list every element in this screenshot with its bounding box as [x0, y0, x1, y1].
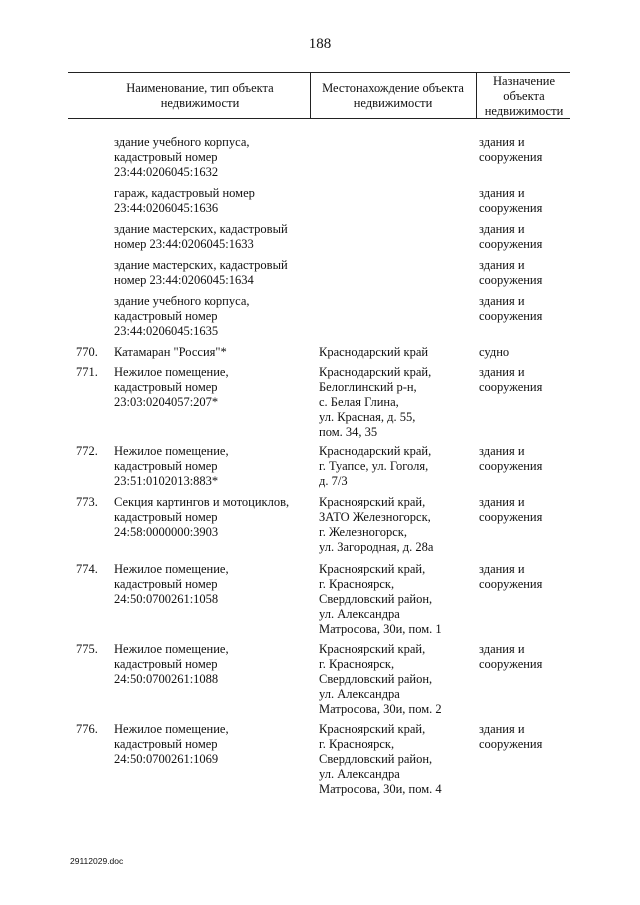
- row-name: Нежилое помещение, кадастровый номер 23:03:0204057:207*: [114, 365, 229, 409]
- row-name: здание учебного корпуса, кадастровый номер 23:44:0206045:1632: [114, 135, 250, 179]
- row-purpose: судно: [479, 345, 510, 359]
- row-name: здание мастерских, кадастровый номер 23:44:0206045:1634: [114, 258, 288, 287]
- row-number: 771.: [76, 365, 98, 379]
- row-location: Красноярский край, ЗАТО Железногорск, г. Железногорск, ул. Загородная, д. 28а: [319, 495, 434, 554]
- row-purpose: здания и сооружения: [479, 562, 543, 591]
- row-number: 776.: [76, 722, 98, 736]
- row-purpose: здания и сооружения: [479, 258, 543, 287]
- header-divider-1: [310, 72, 311, 118]
- row-purpose: здания и сооружения: [479, 186, 543, 215]
- header-top-rule: [68, 72, 570, 73]
- row-location: Красноярский край, г. Красноярск, Свердловский район, ул. Александра Матросова, 30и, пом. 2: [319, 642, 442, 716]
- header-location: Местонахождение объекта недвижимости: [322, 81, 464, 110]
- row-purpose: здания и сооружения: [479, 444, 543, 473]
- row-location: Красноярский край, г. Красноярск, Свердловский район, ул. Александра Матросова, 30и, пом. 4: [319, 722, 442, 796]
- row-name: здание мастерских, кадастровый номер 23:44:0206045:1633: [114, 222, 288, 251]
- row-purpose: здания и сооружения: [479, 135, 543, 164]
- row-purpose: здания и сооружения: [479, 365, 543, 394]
- row-number: 772.: [76, 444, 98, 458]
- page-number: 188: [308, 36, 332, 52]
- row-location: Красноярский край, г. Красноярск, Свердловский район, ул. Александра Матросова, 30и, пом. 1: [319, 562, 442, 636]
- row-number: 775.: [76, 642, 98, 656]
- row-purpose: здания и сооружения: [479, 722, 543, 751]
- row-name: Нежилое помещение, кадастровый номер 24:50:0700261:1069: [114, 722, 229, 766]
- row-name: Нежилое помещение, кадастровый номер 24:50:0700261:1058: [114, 562, 229, 606]
- row-location: Краснодарский край, г. Туапсе, ул. Гоголя, д. 7/3: [319, 444, 432, 488]
- row-purpose: здания и сооружения: [479, 294, 543, 323]
- row-name: Нежилое помещение, кадастровый номер 23:51:0102013:883*: [114, 444, 229, 488]
- row-purpose: здания и сооружения: [479, 222, 543, 251]
- row-number: 773.: [76, 495, 98, 509]
- row-location: Краснодарский край: [319, 345, 429, 359]
- header-bottom-rule: [68, 118, 570, 119]
- row-number: 774.: [76, 562, 98, 576]
- footer-filename: 29112029.doc: [70, 856, 124, 866]
- row-name: гараж, кадастровый номер 23:44:0206045:1636: [114, 186, 255, 215]
- row-name: Секция картингов и мотоциклов, кадастровый номер 24:58:0000000:3903: [114, 495, 290, 539]
- header-divider-2: [476, 72, 477, 118]
- row-name: Нежилое помещение, кадастровый номер 24:50:0700261:1088: [114, 642, 229, 686]
- row-number: 770.: [76, 345, 98, 359]
- row-location: Краснодарский край, Белоглинский р-н, с. Белая Глина, ул. Красная, д. 55, пом. 34, 35: [319, 365, 432, 439]
- header-name: Наименование, тип объекта недвижимости: [126, 81, 274, 110]
- row-purpose: здания и сооружения: [479, 642, 543, 671]
- header-purpose: Назначение объекта недвижимости: [484, 74, 564, 118]
- row-name: Катамаран "Россия"*: [114, 345, 227, 359]
- row-name: здание учебного корпуса, кадастровый номер 23:44:0206045:1635: [114, 294, 250, 338]
- row-purpose: здания и сооружения: [479, 495, 543, 524]
